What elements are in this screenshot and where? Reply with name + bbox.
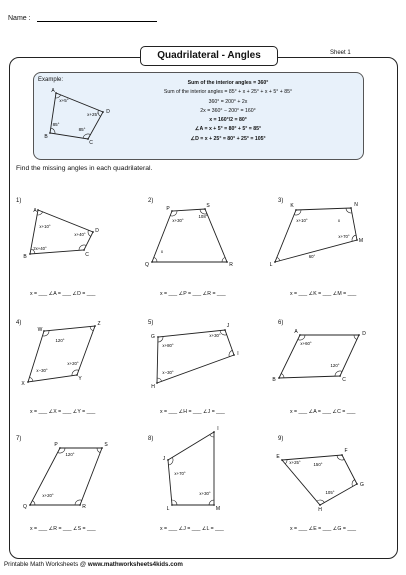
vertex-label: A bbox=[51, 88, 55, 94]
vertex-dot bbox=[55, 92, 57, 94]
answer-line[interactable]: x = ___ ∠H = ___ ∠J = ___ bbox=[160, 409, 225, 415]
vertex-dot bbox=[29, 504, 31, 506]
vertex-label: B bbox=[44, 134, 48, 140]
vertex-dot bbox=[83, 249, 85, 251]
vertex-dot bbox=[37, 209, 39, 211]
angle-label: x bbox=[160, 249, 164, 254]
problem-number: 8) bbox=[148, 436, 154, 442]
vertex-dot bbox=[358, 334, 360, 336]
example-line: Sum of the interior angles = 85° + x + 25° + x + 5° + 85° bbox=[163, 89, 293, 96]
angle-label: 120° bbox=[55, 338, 65, 343]
angle-label: x bbox=[337, 218, 341, 223]
angle-label: x+10° bbox=[296, 218, 308, 223]
angle-label: 120° bbox=[65, 452, 75, 457]
angle-arc bbox=[222, 257, 225, 262]
vertex-label: J bbox=[226, 323, 230, 329]
angle-arc bbox=[90, 326, 93, 330]
example-line: 2x = 360° − 200° = 160° bbox=[200, 107, 256, 114]
vertex-label: M bbox=[358, 238, 364, 244]
angle-label: x+30° bbox=[199, 491, 211, 496]
angle-label: 85° bbox=[52, 122, 60, 127]
angle-label: x+5° bbox=[59, 98, 69, 103]
vertex-label: W bbox=[37, 327, 43, 333]
vertex-dot bbox=[94, 325, 96, 327]
vertex-dot bbox=[226, 261, 228, 263]
vertex-label: C bbox=[342, 377, 346, 383]
angle-label: 2x+40° bbox=[33, 246, 47, 251]
vertex-label: S bbox=[206, 203, 210, 209]
page-title: Quadrilateral - Angles bbox=[140, 46, 278, 66]
vertex-label: K bbox=[290, 203, 294, 209]
example-line: 360° = 200° + 2x bbox=[208, 98, 248, 105]
vertex-dot bbox=[102, 111, 104, 113]
vertex-dot bbox=[356, 483, 358, 485]
angle-label: 85° bbox=[78, 127, 86, 132]
vertex-dot bbox=[171, 210, 173, 212]
vertex-dot bbox=[101, 447, 103, 449]
angle-arc bbox=[210, 435, 214, 437]
vertex-label: Z bbox=[97, 321, 101, 327]
angle-label: x+20° bbox=[67, 361, 79, 366]
vertex-label: A bbox=[33, 208, 37, 214]
vertex-dot bbox=[171, 504, 173, 506]
vertex-dot bbox=[157, 336, 159, 338]
vertex-label: X bbox=[21, 381, 25, 387]
example-line: x = 160°/2 = 80° bbox=[209, 117, 247, 124]
vertex-dot bbox=[350, 207, 352, 209]
angle-label: x+10° bbox=[39, 224, 51, 229]
angle-label: x+40° bbox=[74, 232, 86, 237]
problem-quadrilateral bbox=[28, 326, 95, 382]
angle-label: x+25° bbox=[289, 460, 301, 465]
answer-line[interactable]: x = ___ ∠E = ___ ∠G = ___ bbox=[290, 526, 356, 532]
vertex-label: E bbox=[276, 454, 280, 460]
vertex-dot bbox=[92, 231, 94, 233]
footer bbox=[4, 561, 183, 568]
problem-number: 6) bbox=[278, 320, 284, 326]
angle-label: 120° bbox=[330, 363, 340, 368]
vertex-dot bbox=[224, 329, 226, 331]
angle-arc bbox=[277, 257, 280, 260]
vertex-dot bbox=[356, 239, 358, 241]
vertex-dot bbox=[274, 261, 276, 263]
vertex-label: G bbox=[151, 334, 155, 340]
problem-number: 4) bbox=[16, 320, 22, 326]
vertex-label: F bbox=[344, 448, 348, 454]
angle-label: x+80° bbox=[162, 343, 174, 348]
vertex-label: A bbox=[294, 329, 298, 335]
vertex-label: N bbox=[354, 202, 358, 208]
angle-label: x+60° bbox=[300, 341, 312, 346]
angle-label: 60° bbox=[308, 254, 316, 259]
vertex-label: B bbox=[272, 377, 276, 383]
vertex-dot bbox=[27, 381, 29, 383]
vertex-dot bbox=[151, 261, 153, 263]
vertex-label: I bbox=[217, 426, 219, 432]
problem-number: 9) bbox=[278, 436, 284, 442]
vertex-label: P bbox=[166, 206, 170, 212]
vertex-dot bbox=[278, 377, 280, 379]
answer-line[interactable]: x = ___ ∠X = ___ ∠Y = ___ bbox=[30, 409, 96, 415]
vertex-label: I bbox=[237, 351, 239, 357]
example-line: ∠A = x + 5° = 80° + 5° = 85° bbox=[194, 126, 262, 133]
vertex-label: H bbox=[318, 507, 322, 513]
vertex-dot bbox=[59, 447, 61, 449]
vertex-label: P bbox=[54, 442, 58, 448]
vertex-label: R bbox=[229, 262, 233, 268]
vertex-label: B bbox=[23, 254, 27, 260]
problem-quadrilateral bbox=[279, 335, 359, 378]
name-label: Name : bbox=[8, 15, 31, 22]
vertex-dot bbox=[43, 330, 45, 332]
sheet-number: Sheet 1 bbox=[330, 50, 351, 56]
problem-number: 7) bbox=[16, 436, 22, 442]
angle-label: x+30° bbox=[209, 333, 221, 338]
vertex-dot bbox=[319, 504, 321, 506]
vertex-dot bbox=[213, 504, 215, 506]
vertex-dot bbox=[233, 354, 235, 356]
angle-arc bbox=[32, 501, 35, 505]
angle-arc bbox=[354, 335, 357, 340]
problem-number: 2) bbox=[148, 198, 154, 204]
vertex-label: S bbox=[104, 442, 108, 448]
vertex-label: Q bbox=[145, 262, 149, 268]
angle-label: x+30° bbox=[172, 218, 184, 223]
problem-quadrilateral bbox=[157, 330, 234, 383]
vertex-label: J bbox=[162, 456, 166, 462]
answer-line[interactable]: x = ___ ∠R = ___ ∠S = ___ bbox=[30, 526, 96, 532]
vertex-label: R bbox=[82, 504, 86, 510]
footer-url[interactable]: www.mathworksheets4kids.com bbox=[87, 561, 183, 568]
vertex-dot bbox=[79, 504, 81, 506]
footer-text: Printable Math Worksheets @ bbox=[4, 561, 87, 568]
vertex-dot bbox=[339, 375, 341, 377]
vertex-dot bbox=[49, 132, 51, 134]
angle-arc bbox=[154, 257, 157, 262]
answer-line[interactable]: x = ___ ∠J = ___ ∠L = ___ bbox=[160, 526, 224, 532]
vertex-dot bbox=[341, 454, 343, 456]
angle-label: x+25° bbox=[87, 112, 99, 117]
vertex-label: Y bbox=[78, 376, 82, 382]
vertex-label: D bbox=[95, 228, 99, 234]
answer-line[interactable]: x = ___ ∠K = ___ ∠M = ___ bbox=[290, 291, 357, 297]
vertex-dot bbox=[213, 431, 215, 433]
problem-number: 1) bbox=[16, 198, 22, 204]
problem-number: 3) bbox=[278, 198, 284, 204]
angle-label: x+70° bbox=[338, 234, 350, 239]
vertex-label: D bbox=[106, 109, 110, 115]
vertex-dot bbox=[29, 253, 31, 255]
angle-label: x+20° bbox=[42, 493, 54, 498]
angle-label: x−30° bbox=[162, 370, 174, 375]
angle-label: 150° bbox=[313, 462, 323, 467]
angle-arc bbox=[281, 374, 284, 378]
example-label: Example: bbox=[38, 77, 64, 83]
angle-arc bbox=[97, 448, 100, 453]
vertex-dot bbox=[281, 459, 283, 461]
vertex-label: G bbox=[360, 482, 364, 488]
angle-label: x−30° bbox=[36, 368, 48, 373]
vertex-label: D bbox=[362, 331, 366, 337]
vertex-label: C bbox=[85, 252, 89, 258]
angle-label: x+70° bbox=[174, 471, 186, 476]
angle-arc bbox=[285, 460, 287, 464]
vertex-label: H bbox=[151, 384, 155, 390]
vertex-label: Q bbox=[23, 504, 27, 510]
vertex-dot bbox=[167, 459, 169, 461]
angle-arc bbox=[29, 377, 32, 381]
angle-label: 108° bbox=[198, 214, 208, 219]
problem-quadrilateral bbox=[152, 209, 227, 262]
angle-arc bbox=[209, 500, 214, 505]
answer-line[interactable]: x = ___ ∠P = ___ ∠R = ___ bbox=[160, 291, 226, 297]
vertex-dot bbox=[295, 209, 297, 211]
vertex-label: L bbox=[269, 262, 273, 268]
instructions: Find the missing angles in each quadrilateral. bbox=[16, 165, 153, 172]
example-line: ∠D = x + 25° = 80° + 25° = 105° bbox=[190, 135, 266, 142]
vertex-label: M bbox=[215, 506, 221, 512]
vertex-dot bbox=[156, 382, 158, 384]
vertex-dot bbox=[299, 334, 301, 336]
vertex-label: C bbox=[89, 140, 93, 146]
answer-line[interactable]: x = ___ ∠A = ___ ∠D = ___ bbox=[30, 291, 96, 297]
vertex-label: L bbox=[166, 506, 170, 512]
problem-number: 5) bbox=[148, 320, 154, 326]
example-line: Sum of the interior angles = 360° bbox=[187, 80, 269, 86]
angle-label: 105° bbox=[325, 490, 335, 495]
answer-line[interactable]: x = ___ ∠A = ___ ∠C = ___ bbox=[290, 409, 356, 415]
angle-arc bbox=[157, 378, 162, 381]
